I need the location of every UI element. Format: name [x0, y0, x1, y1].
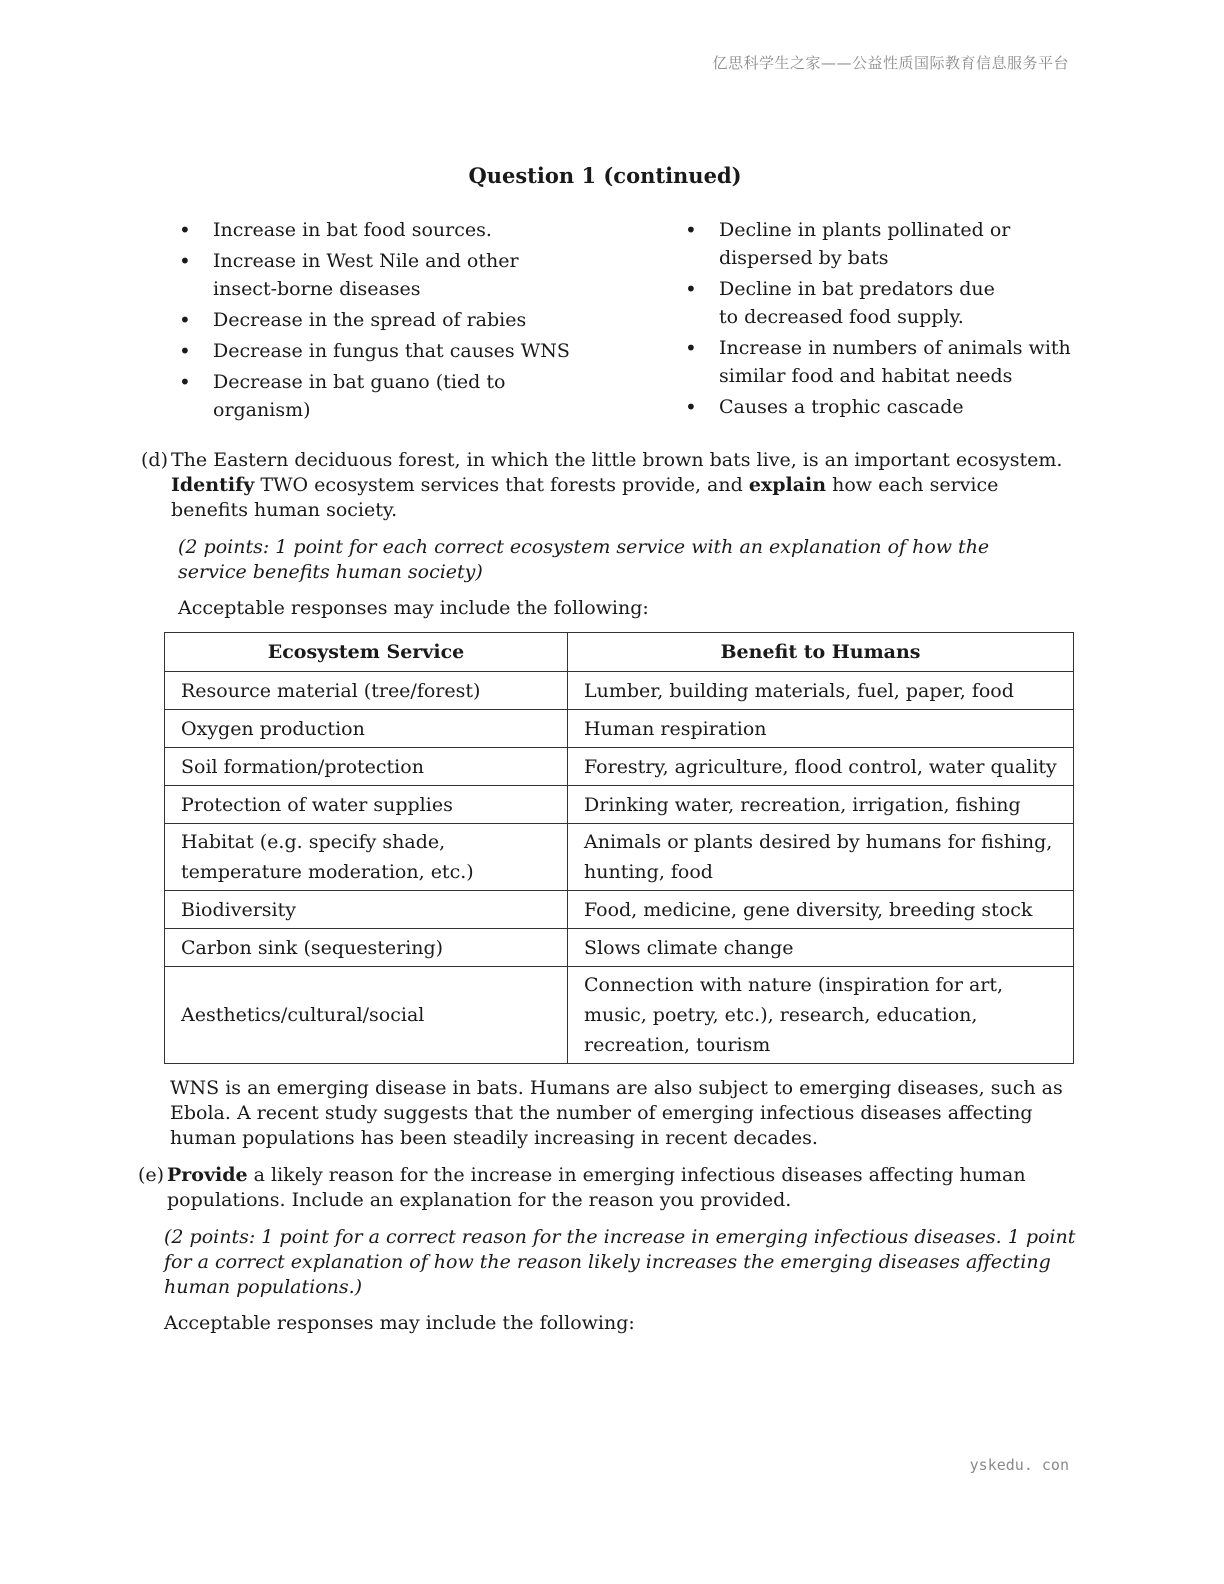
- table-cell: Protection of water supplies: [165, 786, 568, 824]
- part-d-label: (d): [141, 449, 168, 471]
- table-row: [165, 929, 1074, 967]
- part-d-identify: Identify: [171, 474, 255, 496]
- table-cell: Resource material (tree/forest): [165, 672, 568, 710]
- table-header-row: [165, 633, 1074, 672]
- wns-paragraph: WNS is an emerging disease in bats. Humans are also subject to emerging diseases, such as Ebola. A recent study suggests that the number of emerging infectious diseases affecting human populations has been steadily increasing in recent decades.: [170, 1077, 1063, 1149]
- part-d-line1: The Eastern deciduous forest, in which the little brown bats live, is an important ecosystem.: [171, 449, 1063, 471]
- table-header: Benefit to Humans: [568, 633, 1074, 672]
- table-cell: Lumber, building materials, fuel, paper, food: [568, 672, 1074, 710]
- part-e-label: (e): [138, 1164, 165, 1186]
- list-item: • Increase in bat food sources.: [179, 216, 599, 244]
- part-d-end: how each service benefits human society.: [171, 474, 999, 521]
- table-cell: Soil formation/protection: [165, 748, 568, 786]
- list-item: • Increase in numbers of animals with similar food and habitat needs: [685, 334, 1079, 390]
- list-item: • Decrease in fungus that causes WNS: [179, 337, 599, 365]
- table-row: [165, 891, 1074, 929]
- list-item: • Decrease in the spread of rabies: [179, 306, 599, 334]
- table-row: [165, 824, 1074, 891]
- part-e-points: (2 points: 1 point for a correct reason for the increase in emerging infectious diseases. 1 point for a correct explanation of how the reason likely increases the emerging diseases affecting human populations.): [164, 1226, 1076, 1298]
- table-cell: Carbon sink (sequestering): [165, 929, 568, 967]
- table-cell: Habitat (e.g. specify shade, temperature moderation, etc.): [165, 824, 568, 891]
- part-d-points: (2 points: 1 point for each correct ecosystem service with an explanation of how the service benefits human society): [178, 536, 990, 583]
- table-row: [165, 967, 1074, 1064]
- table-cell: Slows climate change: [568, 929, 1074, 967]
- table-cell: Animals or plants desired by humans for fishing, hunting, food: [568, 824, 1074, 891]
- bullet-list-left: [179, 216, 599, 427]
- table-row: [165, 786, 1074, 824]
- list-item: • Increase in West Nile and other insect-borne diseases: [179, 247, 583, 303]
- table-row: [165, 672, 1074, 710]
- part-d-explain: explain: [748, 474, 827, 496]
- table-cell: Oxygen production: [165, 710, 568, 748]
- table-cell: Food, medicine, gene diversity, breeding stock: [568, 891, 1074, 929]
- table-row: [165, 748, 1074, 786]
- ecosystem-service-table: [164, 632, 1074, 1064]
- list-item: • Decline in plants pollinated or dispersed by bats: [685, 216, 1105, 272]
- bullet-list-right: [685, 216, 1105, 424]
- part-d-mid: TWO ecosystem services that forests provide, and: [254, 474, 749, 496]
- part-e-rest: a likely reason for the increase in emerging infectious diseases affecting human populations. Include an explanation for the reason you provided.: [167, 1164, 1026, 1211]
- table-header: Ecosystem Service: [165, 633, 568, 672]
- footer-watermark: yskedu. con: [969, 1456, 1069, 1474]
- page-title: Question 1 (continued): [468, 163, 742, 188]
- table-cell: Biodiversity: [165, 891, 568, 929]
- list-item: • Decline in bat predators due to decreased food supply.: [685, 275, 1019, 331]
- part-e-acceptable: Acceptable responses may include the following:: [164, 1312, 635, 1334]
- header-watermark: 亿思科学生之家——公益性质国际教育信息服务平台: [712, 54, 1069, 72]
- part-d-acceptable: Acceptable responses may include the following:: [178, 597, 649, 619]
- table-cell: Forestry, agriculture, flood control, water quality: [568, 748, 1074, 786]
- table-cell: Connection with nature (inspiration for art, music, poetry, etc.), research, education, recreation, tourism: [568, 967, 1074, 1064]
- part-e-question: [138, 1163, 1038, 1213]
- part-e-provide: Provide: [167, 1164, 248, 1186]
- part-d-question: [141, 448, 1081, 523]
- table-cell: Drinking water, recreation, irrigation, fishing: [568, 786, 1074, 824]
- list-item: • Decrease in bat guano (tied to organism): [179, 368, 599, 424]
- table-cell: Aesthetics/cultural/social: [165, 967, 568, 1064]
- list-item: • Causes a trophic cascade: [685, 393, 1105, 421]
- table-row: [165, 710, 1074, 748]
- table-cell: Human respiration: [568, 710, 1074, 748]
